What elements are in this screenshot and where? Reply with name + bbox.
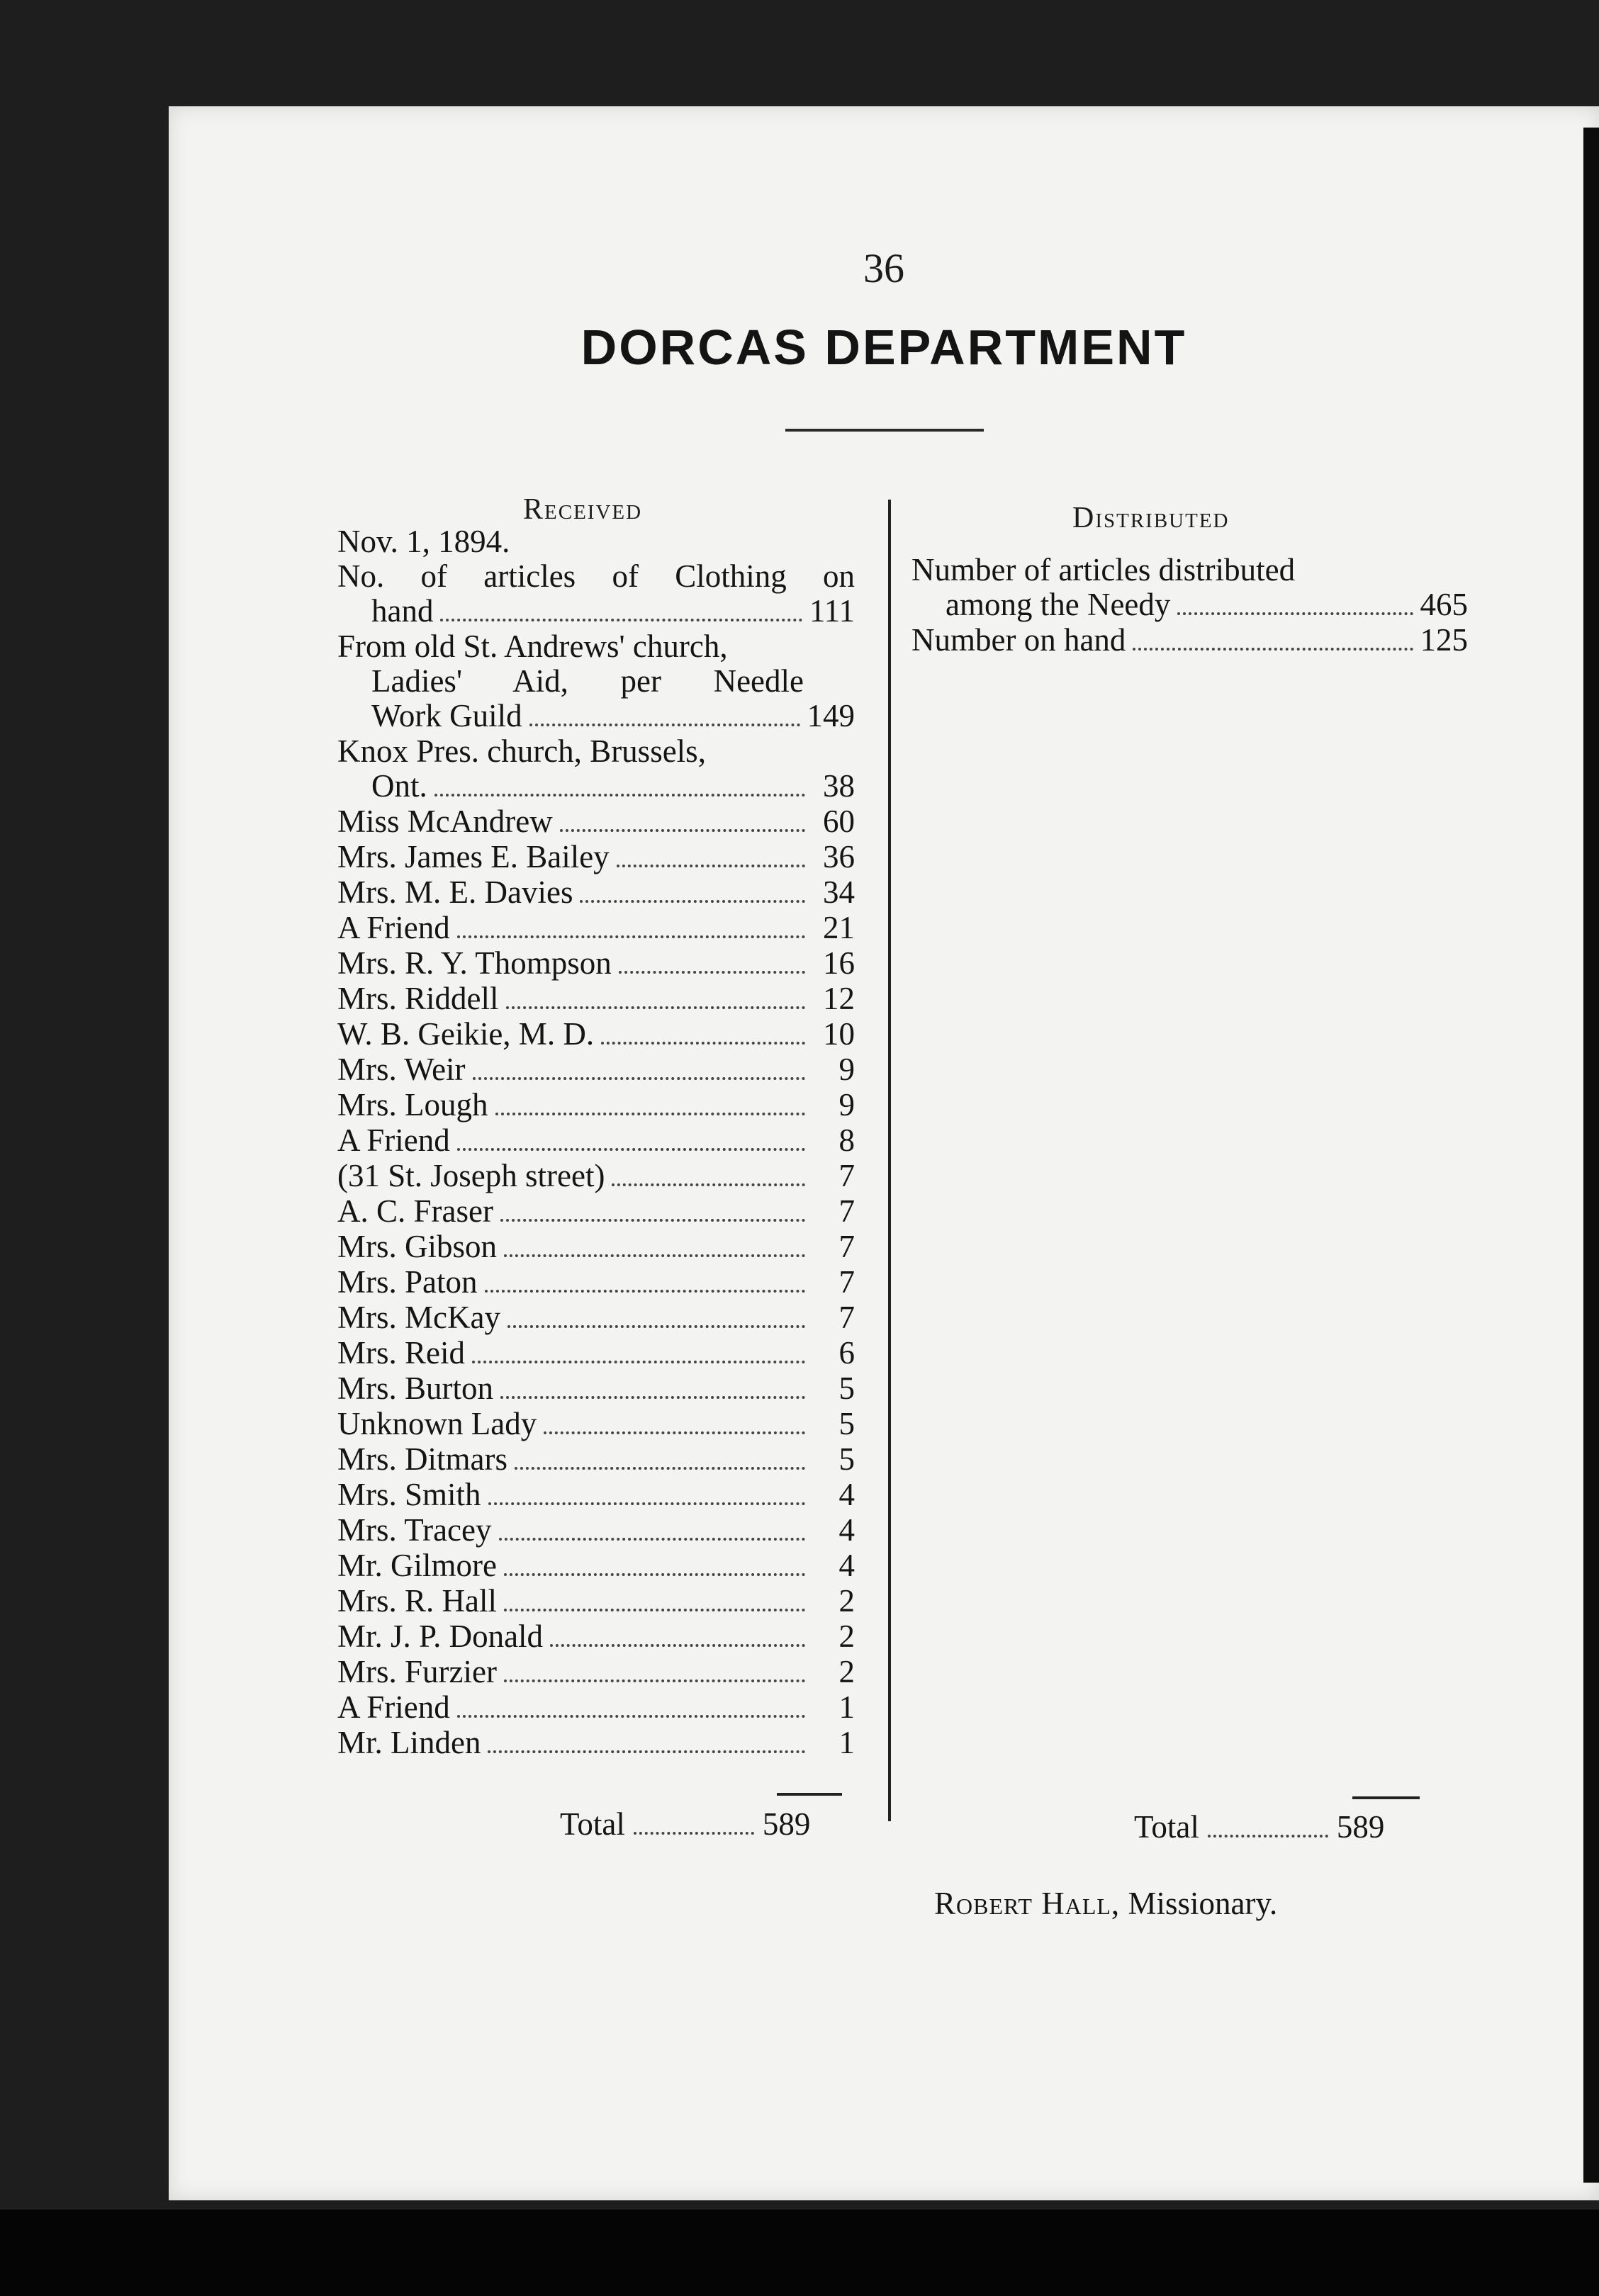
list-item xyxy=(337,875,855,911)
donor-name: A Friend xyxy=(337,1122,450,1158)
received-date: Nov. 1, 1894. xyxy=(337,524,510,559)
page-edge-shadow xyxy=(1583,128,1599,2183)
donor-count: 8 xyxy=(838,1122,855,1158)
on-hand-remaining-value: 125 xyxy=(1420,622,1468,658)
distributed-label: among the Needy xyxy=(946,587,1171,622)
dot-leader xyxy=(457,935,805,938)
donor-count: 7 xyxy=(838,1264,855,1300)
donor-count: 16 xyxy=(823,945,855,981)
received-list xyxy=(337,524,855,1761)
on-hand-value: 111 xyxy=(809,593,855,629)
dot-leader xyxy=(504,1679,805,1682)
donor-name: Mr. J. P. Donald xyxy=(337,1619,544,1654)
knox-line2: Ont. xyxy=(371,768,427,804)
dot-leader xyxy=(515,1467,805,1470)
dot-leader xyxy=(1177,612,1413,615)
dot-leader xyxy=(500,1396,805,1399)
list-item xyxy=(337,1159,855,1194)
list-item xyxy=(337,1690,855,1726)
donor-name: A Friend xyxy=(337,1689,450,1725)
page-title: DORCAS DEPARTMENT xyxy=(580,320,1187,375)
donor-count: 4 xyxy=(838,1477,855,1512)
donor-name: A. C. Fraser xyxy=(337,1193,493,1229)
dot-leader xyxy=(472,1361,805,1363)
dot-leader xyxy=(529,724,800,726)
list-item xyxy=(337,911,855,946)
document-page xyxy=(169,106,1599,2200)
dot-leader xyxy=(550,1644,805,1647)
list-item xyxy=(337,1229,855,1265)
list-item xyxy=(337,981,855,1017)
list-item xyxy=(337,1123,855,1159)
dot-leader xyxy=(500,1219,805,1222)
donor-name: Mrs. James E. Bailey xyxy=(337,839,610,874)
list-item xyxy=(337,1513,855,1548)
dot-leader xyxy=(612,1183,805,1186)
on-hand-label-line1: No. of articles of Clothing on xyxy=(337,558,855,594)
donor-count: 5 xyxy=(838,1441,855,1477)
donor-count: 5 xyxy=(838,1371,855,1406)
received-total xyxy=(560,1806,810,1842)
distributed-line1: Number of articles distributed xyxy=(911,552,1296,587)
dot-leader xyxy=(544,1431,805,1434)
dot-leader xyxy=(1133,648,1413,651)
donor-name: Mr. Linden xyxy=(337,1725,481,1760)
dot-leader xyxy=(504,1609,805,1611)
list-item xyxy=(337,1584,855,1619)
donor-count: 7 xyxy=(838,1300,855,1335)
donor-name: Mrs. Burton xyxy=(337,1371,494,1406)
list-item xyxy=(337,1194,855,1229)
st-andrews-line3: Work Guild xyxy=(371,698,522,733)
donor-count: 5 xyxy=(838,1406,855,1441)
list-item xyxy=(337,1088,855,1123)
dot-leader xyxy=(617,865,805,867)
dot-leader xyxy=(434,794,805,797)
donor-count: 4 xyxy=(838,1512,855,1548)
list-item xyxy=(337,1052,855,1088)
donor-count: 2 xyxy=(838,1654,855,1689)
donor-name: Mrs. Furzier xyxy=(337,1654,497,1689)
distributed-total xyxy=(1134,1808,1384,1845)
dot-leader xyxy=(507,1325,805,1328)
distributed-total-value: 589 xyxy=(1336,1809,1385,1845)
page-number: 36 xyxy=(863,245,904,291)
dot-leader xyxy=(601,1042,805,1045)
distributed-sum-rule xyxy=(1352,1796,1420,1799)
donor-name: Mrs. Reid xyxy=(337,1335,465,1371)
donor-count: 60 xyxy=(823,804,855,839)
donor-name: Mrs. R. Hall xyxy=(337,1583,497,1619)
dot-leader xyxy=(473,1077,805,1080)
knox-row xyxy=(337,769,855,804)
dot-leader xyxy=(504,1573,805,1576)
list-item xyxy=(337,840,855,875)
list-item xyxy=(337,1619,855,1655)
st-andrews-value: 149 xyxy=(807,698,855,733)
dot-leader xyxy=(634,1832,754,1835)
dot-leader xyxy=(580,900,805,903)
list-item xyxy=(337,1336,855,1371)
donor-name: Mrs. Ditmars xyxy=(337,1441,507,1477)
dot-leader xyxy=(1208,1835,1328,1838)
donor-name: Miss McAndrew xyxy=(337,804,553,839)
list-item xyxy=(337,1017,855,1052)
donor-count: 4 xyxy=(838,1548,855,1583)
dot-leader xyxy=(495,1113,806,1115)
donor-name: Mr. Gilmore xyxy=(337,1548,497,1583)
dot-leader xyxy=(499,1538,805,1541)
st-andrews-row xyxy=(337,699,855,734)
list-item xyxy=(337,1300,855,1336)
donor-name: W. B. Geikie, M. D. xyxy=(337,1016,595,1052)
list-item xyxy=(337,1442,855,1478)
dot-leader xyxy=(504,1254,805,1257)
on-hand-row xyxy=(337,594,855,629)
donor-count: 2 xyxy=(838,1583,855,1619)
donor-name: Mrs. Tracey xyxy=(337,1512,492,1548)
list-item xyxy=(337,946,855,981)
donor-name: Mrs. R. Y. Thompson xyxy=(337,945,612,981)
on-hand-label-line2: hand xyxy=(371,593,434,629)
list-item xyxy=(337,1478,855,1513)
knox-line1: Knox Pres. church, Brussels, xyxy=(337,733,706,769)
donor-count: 7 xyxy=(838,1229,855,1264)
dot-leader xyxy=(440,619,802,621)
donor-count: 7 xyxy=(838,1158,855,1193)
received-total-label: Total xyxy=(560,1806,625,1842)
knox-value: 38 xyxy=(823,768,855,804)
donor-name: Mrs. Smith xyxy=(337,1477,481,1512)
donor-name: Mrs. Gibson xyxy=(337,1229,498,1264)
donor-count: 21 xyxy=(823,910,855,945)
st-andrews-line2: Ladies' Aid, per Needle xyxy=(371,663,804,699)
donor-name: Mrs. Weir xyxy=(337,1052,466,1087)
donor-count: 2 xyxy=(838,1619,855,1654)
dot-leader xyxy=(457,1148,805,1151)
distributed-total-label: Total xyxy=(1134,1809,1199,1845)
donor-name: Mrs. McKay xyxy=(337,1300,500,1335)
scan-backdrop xyxy=(0,2210,1599,2296)
donor-count: 6 xyxy=(838,1335,855,1371)
donor-count: 34 xyxy=(823,874,855,910)
list-item xyxy=(337,1655,855,1690)
received-total-value: 589 xyxy=(762,1806,811,1842)
st-andrews-line1: From old St. Andrews' church, xyxy=(337,629,728,664)
donor-count: 12 xyxy=(823,981,855,1016)
dot-leader xyxy=(485,1290,805,1293)
list-item xyxy=(337,1407,855,1442)
list-item xyxy=(337,804,855,840)
donor-count: 7 xyxy=(838,1193,855,1229)
signature-name: Robert Hall, xyxy=(934,1886,1121,1921)
donor-name: Unknown Lady xyxy=(337,1406,537,1441)
received-heading: Received xyxy=(523,493,643,526)
donor-count: 9 xyxy=(838,1052,855,1087)
donor-count: 1 xyxy=(838,1689,855,1725)
on-hand-remaining-row xyxy=(911,623,1468,658)
donor-name: Mrs. Riddell xyxy=(337,981,499,1016)
donor-count: 36 xyxy=(823,839,855,874)
donor-name: (31 St. Joseph street) xyxy=(337,1158,605,1193)
dot-leader xyxy=(488,1502,805,1505)
dot-leader xyxy=(506,1006,805,1009)
dot-leader xyxy=(457,1715,805,1718)
donor-count: 1 xyxy=(838,1725,855,1760)
list-item xyxy=(337,1265,855,1300)
signature xyxy=(934,1885,1277,1922)
list-item xyxy=(337,1548,855,1584)
column-divider xyxy=(888,500,891,1821)
title-rule xyxy=(785,429,984,432)
distributed-heading: Distributed xyxy=(1072,502,1230,534)
dot-leader xyxy=(560,829,805,832)
distributed-value: 465 xyxy=(1420,587,1468,622)
list-item xyxy=(337,1371,855,1407)
distributed-list xyxy=(911,553,1468,658)
list-item xyxy=(337,1726,855,1761)
donor-count: 9 xyxy=(838,1087,855,1122)
distributed-row xyxy=(911,587,1468,623)
donor-name: Mrs. M. E. Davies xyxy=(337,874,573,910)
donor-count: 10 xyxy=(823,1016,855,1052)
on-hand-remaining-label: Number on hand xyxy=(911,622,1126,658)
signature-role: Missionary. xyxy=(1128,1886,1278,1921)
received-sum-rule xyxy=(777,1793,842,1796)
donor-name: Mrs. Lough xyxy=(337,1087,488,1122)
dot-leader xyxy=(619,971,805,974)
donor-name: A Friend xyxy=(337,910,450,945)
dot-leader xyxy=(488,1750,805,1753)
donor-name: Mrs. Paton xyxy=(337,1264,478,1300)
